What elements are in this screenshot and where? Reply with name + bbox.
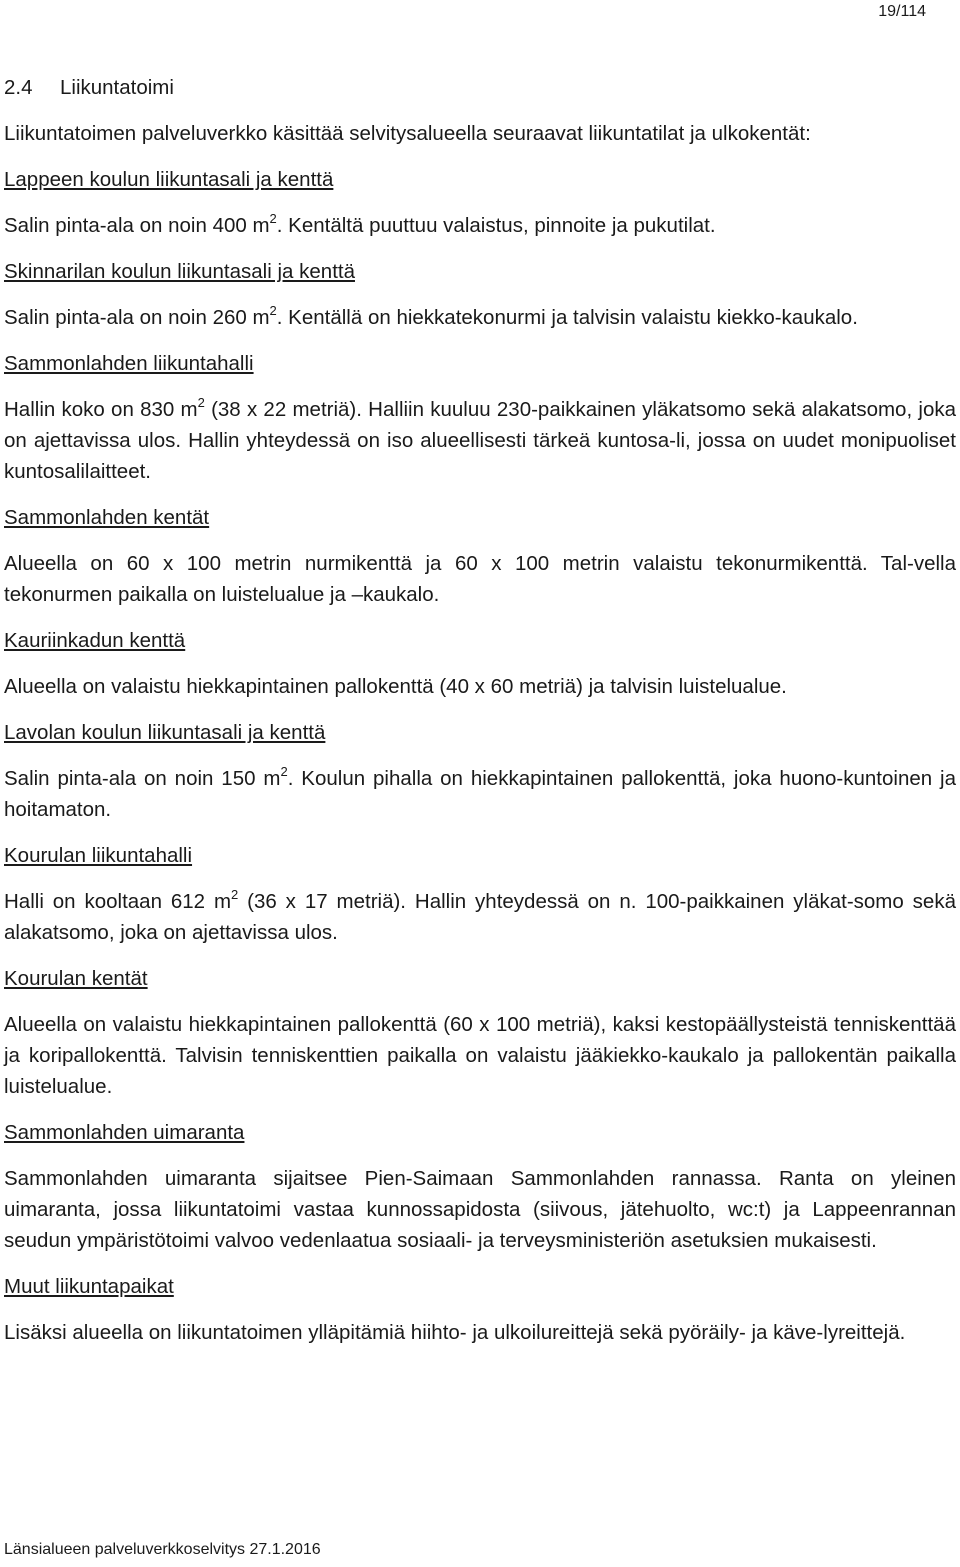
superscript: 2 <box>269 211 277 226</box>
paragraph-kauriinkatu: Alueella on valaistu hiekkapintainen pallokenttä (40 x 60 metriä) ja talvisin luistelualue. <box>4 675 787 698</box>
text-part: Halli on kooltaan 612 m <box>4 890 232 913</box>
footer-text: Länsialueen palveluverkkoselvitys 27.1.2016 <box>4 1541 321 1558</box>
heading-uimaranta: Sammonlahden uimaranta <box>4 1121 245 1144</box>
superscript: 2 <box>231 887 239 902</box>
heading-muut: Muut liikuntapaikat <box>4 1275 174 1298</box>
text-part: Salin pinta-ala on noin 260 m <box>4 306 270 329</box>
superscript: 2 <box>269 303 277 318</box>
paragraph-sammonlahti-kentat: Alueella on 60 x 100 metrin nurmikenttä ja 60 x 100 metrin valaistu tekonurmikenttä. Tal-vella tekonurmen paikalla on luistelualue ja –kaukalo. <box>4 552 956 606</box>
paragraph-uimaranta: Sammonlahden uimaranta sijaitsee Pien-Saimaan Sammonlahden rannassa. Ranta on yleinen uimaranta, jossa liikuntatoimi vastaa kunnossapidosta (siivous, jätehuolto, wc:t) ja Lappeenrannan seudun ympäristötoimi valvoo vedenlaatua sosiaali- ja terveysministeriön asetuksien mukaisesti. <box>4 1167 956 1252</box>
heading-skinnarila: Skinnarilan koulun liikuntasali ja kenttä <box>4 260 355 283</box>
section-title-text: Liikuntatoimi <box>60 76 174 99</box>
paragraph-skinnarila <box>4 302 956 333</box>
heading-lavola: Lavolan koulun liikuntasali ja kenttä <box>4 721 326 744</box>
text-part: Salin pinta-ala on noin 400 m <box>4 214 270 237</box>
text-part: Hallin koko on 830 m <box>4 398 198 421</box>
page-number: 19/114 <box>878 3 926 20</box>
paragraph-sammonlahti-halli <box>4 394 956 487</box>
document-body <box>4 72 956 1363</box>
text-part: Salin pinta-ala on noin 150 m <box>4 767 281 790</box>
superscript: 2 <box>280 764 288 779</box>
paragraph-muut: Lisäksi alueella on liikuntatoimen ylläpitämiä hiihto- ja ulkoilureittejä sekä pyöräily- ja käve-lyreittejä. <box>4 1321 906 1344</box>
heading-sammonlahti-kentat: Sammonlahden kentät <box>4 506 210 529</box>
section-number: 2.4 <box>4 76 33 99</box>
intro-paragraph: Liikuntatoimen palveluverkko käsittää selvitysalueella seuraavat liikuntatilat ja ulkokentät: <box>4 122 811 145</box>
superscript: 2 <box>197 395 205 410</box>
paragraph-kourula-halli <box>4 886 956 948</box>
paragraph-kourula-kentat: Alueella on valaistu hiekkapintainen pallokenttä (60 x 100 metriä), kaksi kestopäällysteistä tenniskenttää ja koripallokenttä. Talvisin tenniskenttien paikalla on valaistu jääkiekko-kaukalo ja pallokentän paikalla luistelualue. <box>4 1013 956 1098</box>
text-part: . Kentältä puuttuu valaistus, pinnoite ja pukutilat. <box>276 214 716 237</box>
paragraph-lavola <box>4 763 956 825</box>
heading-kourula-halli: Kourulan liikuntahalli <box>4 844 193 867</box>
heading-kauriinkatu: Kauriinkadun kenttä <box>4 629 186 652</box>
text-part: . Koulun pihalla on hiekkapintainen pallokenttä, joka huono-kuntoinen ja hoitamaton. <box>4 767 956 821</box>
text-part: (36 x 17 metriä). Hallin yhteydessä on n. 100-paikkainen yläkat-somo sekä alakatsomo, joka on ajettavissa ulos. <box>4 890 956 944</box>
section-title <box>4 72 956 103</box>
text-part: (38 x 22 metriä). Halliin kuuluu 230-paikkainen yläkatsomo sekä alakatsomo, joka on ajettavissa ulos. Hallin yhteydessä on iso alueellisesti tärkeä kuntosa-li, jossa on uudet monipuoliset kuntosalilaitteet. <box>4 398 956 483</box>
text-part: . Kentällä on hiekkatekonurmi ja talvisin valaistu kiekko-kaukalo. <box>276 306 858 329</box>
paragraph-lappee <box>4 210 956 241</box>
heading-sammonlahti-halli: Sammonlahden liikuntahalli <box>4 352 254 375</box>
heading-lappee: Lappeen koulun liikuntasali ja kenttä <box>4 168 334 191</box>
heading-kourula-kentat: Kourulan kentät <box>4 967 148 990</box>
